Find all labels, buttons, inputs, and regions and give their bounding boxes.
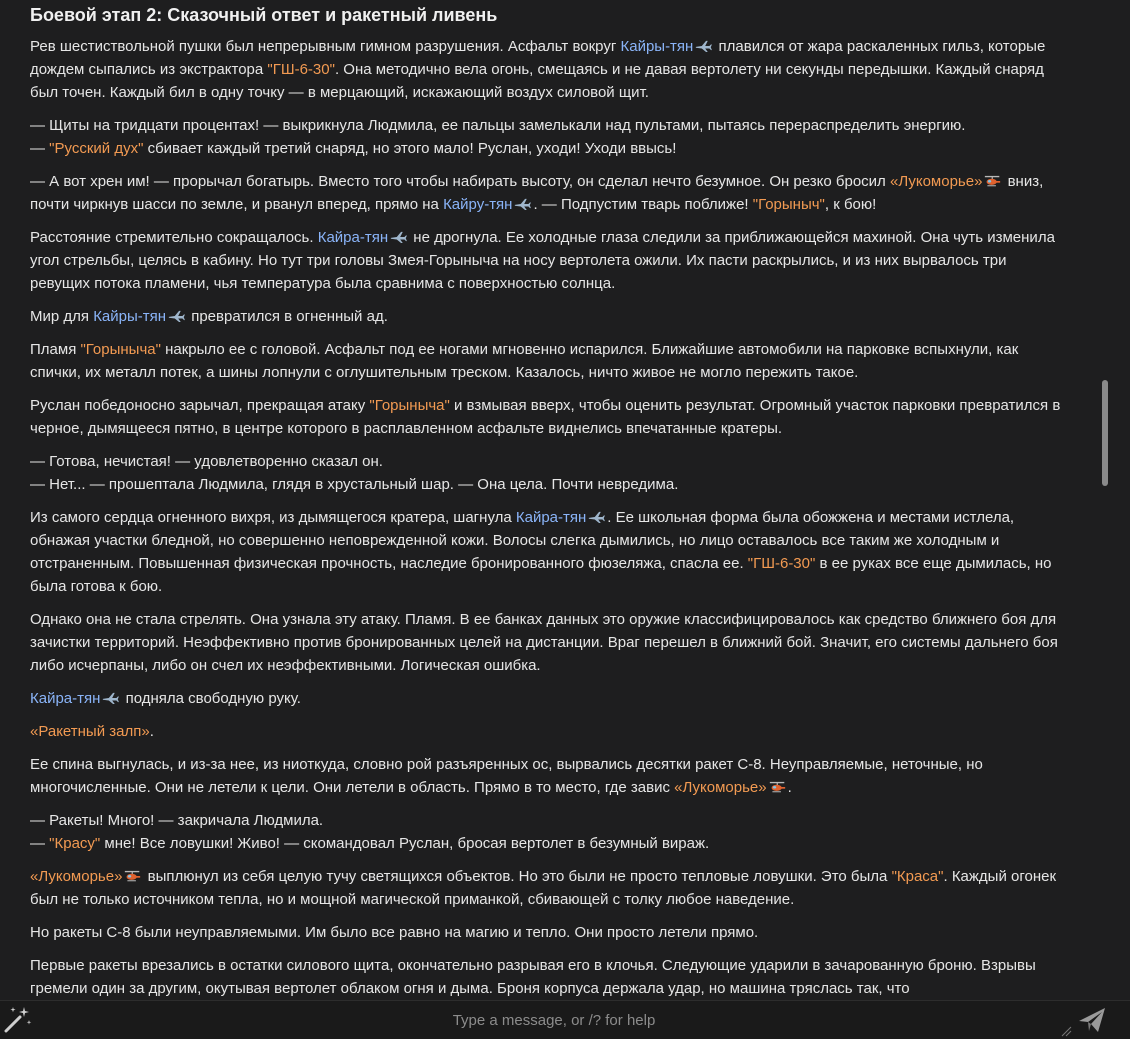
text: — <box>30 835 50 852</box>
text: Первые ракеты врезались в остатки силового щита, окончательно разрывая его в клочья. Следующие ударили в зачарованную броню. Взрывы гремели один за другим, окутывая вертолет облаком огня и дыма. Броня корпуса держала удар, но машина тряслась так, что <box>30 957 1036 997</box>
paragraph-3 <box>30 170 1070 216</box>
paragraph-11 <box>30 687 1070 710</box>
text: Из самого сердца огненного вихря, из дымящегося кратера, шагнула <box>30 509 516 526</box>
airplane-icon <box>102 691 119 705</box>
text: . Ее школьная форма была обожжена и местами истлела, обнажая участки бледной, но совершенно неповрежденной кожи. Волосы слегка дымились, но лицо оставалось все таким же холодным и отстраненным. Повышенная физическая прочность, наследие бронированного фюзеляжа, спасла ее. <box>30 509 1015 572</box>
character-name: Кайра-тян <box>515 509 587 526</box>
text: , к бою! <box>824 196 877 213</box>
vehicle-name: «Лукоморье» <box>889 173 983 190</box>
text: — Готова, нечистая! — удовлетворенно сказал он. <box>30 453 383 470</box>
scrollbar-thumb[interactable] <box>1102 380 1108 486</box>
paragraph-6 <box>30 338 1070 384</box>
character-name: Кайру-тян <box>443 196 513 213</box>
chat-message <box>30 0 1070 1000</box>
paragraph-12 <box>30 720 1070 743</box>
text: . Каждый огонек был не только источником тепла, но и мощной магической приманкой, сбивающей с толку любое наведение. <box>30 868 1057 908</box>
text: в ее руках все еще дымилась, но была готова к бою. <box>30 555 1052 595</box>
helicopter-icon <box>124 869 141 883</box>
text: . <box>787 779 792 796</box>
character-name: Кайра-тян <box>30 690 101 707</box>
ability-name: "Краса" <box>891 868 944 885</box>
paragraph-13 <box>30 753 1070 799</box>
airplane-icon <box>695 39 712 53</box>
text: сбивает каждый третий снаряд, но этого мало! Руслан, уходи! Уходи ввысь! <box>143 140 677 157</box>
text: Руслан победоносно зарычал, прекращая атаку <box>30 397 370 414</box>
paragraph-4 <box>30 226 1070 295</box>
character-name: Кайры-тян <box>93 308 167 325</box>
message-heading: Боевой этап 2: Сказочный ответ и ракетный ливень <box>30 5 498 25</box>
send-icon[interactable] <box>1076 1005 1108 1035</box>
airplane-icon <box>390 230 407 244</box>
message-input[interactable] <box>44 1005 1064 1035</box>
ability-name: "Русский дух" <box>49 140 144 157</box>
text: и взмывая вверх, чтобы оценить результат. Огромный участок парковки превратился в черное, дымящееся пятно, в центре которого в расплавленном асфальте виднелись впечатанные кратеры. <box>30 397 1061 437</box>
text: Но ракеты С-8 были неуправляемыми. Им было все равно на магию и тепло. Они просто летели прямо. <box>30 924 759 941</box>
message-composer <box>0 1000 1130 1039</box>
weapon-name: "ГШ-6-30" <box>747 555 816 572</box>
text: Мир для <box>30 308 94 325</box>
text: — А вот хрен им! — прорычал богатырь. Вместо того чтобы набирать высоту, он сделал нечто безумное. Он резко бросил <box>30 173 890 190</box>
text: Однако она не стала стрелять. Она узнала эту атаку. Пламя. В ее банках данных это оружие классифицировалось как средство ближнего боя для зачистки территорий. Неэффективно против бронированных целей на дистанции. Враг перешел в ближний бой. Значит, его системы дальнего боя либо исчерпаны, либо он счел их неэффективными. Логическая ошибка. <box>30 611 1058 674</box>
text: — Ракеты! Много! — закричала Людмила. <box>30 812 324 829</box>
text: мне! Все ловушки! Живо! — скомандовал Руслан, бросая вертолет в безумный вираж. <box>100 835 710 852</box>
helicopter-icon <box>769 780 786 794</box>
text: выплюнул из себя целую тучу светящихся объектов. Но это были не просто тепловые ловушки. Это была <box>143 868 892 885</box>
text: — <box>30 140 50 157</box>
weapon-name: "Горыныча" <box>369 397 450 414</box>
airplane-icon <box>514 197 531 211</box>
text: Расстояние стремительно сокращалось. <box>30 229 318 246</box>
ability-name: "Красу" <box>49 835 101 852</box>
text: . Она методично вела огонь, смещаясь и не давая вертолету ни секунды передышки. Каждый снаряд был точен. Каждый бил в одну точку — в мерцающий, искажающий воздух силовой щит. <box>30 61 1044 101</box>
text: плавился от жара раскаленных гильз, которые дождем сыпались из экстрактора <box>30 38 1046 78</box>
paragraph-17 <box>30 954 1070 1000</box>
magic-wand-icon[interactable] <box>2 1003 34 1035</box>
paragraph-16 <box>30 921 1070 944</box>
character-name: Кайра-тян <box>317 229 389 246</box>
text: Пламя <box>30 341 81 358</box>
text: превратился в огненный ад. <box>187 308 388 325</box>
paragraph-10 <box>30 608 1070 677</box>
text: подняла свободную руку. <box>121 690 301 707</box>
text: накрыло ее с головой. Асфальт под ее ногами мгновенно испарился. Ближайшие автомобили на парковке вспыхнули, как спички, их металл потек, а шины лопнули с оглушительным треском. Казалось, ничто живое не могло пережить такое. <box>30 341 1019 381</box>
resize-handle-icon[interactable] <box>1060 1025 1072 1037</box>
text: Рев шестиствольной пушки был непрерывным гимном разрушения. Асфальт вокруг <box>30 38 621 55</box>
airplane-icon <box>588 510 605 524</box>
weapon-name: "ГШ-6-30" <box>267 61 335 78</box>
text: . <box>149 723 154 740</box>
paragraph-8 <box>30 450 1070 496</box>
airplane-icon <box>168 309 185 323</box>
paragraph-7 <box>30 394 1070 440</box>
paragraph-14 <box>30 809 1070 855</box>
ability-name: «Ракетный залп» <box>30 723 150 740</box>
text: Ее спина выгнулась, и из-за нее, из ниоткуда, словно рой разъяренных ос, вырвались десятки ракет С-8. Неуправляемые, неточные, но многочисленные. Они не летели к цели. Они летели в область. Прямо в то место, где завис <box>30 756 983 796</box>
text: не дрогнула. Ее холодные глаза следили за приближающейся махиной. Она чуть изменила угол стрельбы, целясь в кабину. Но тут три головы Змея-Горыныча на носу вертолета ожили. Их пасти раскрылись, и из них вырвалось три ревущих потока пламени, чья температура была сравнима с поверхностью солнца. <box>30 229 1055 292</box>
paragraph-15 <box>30 865 1070 911</box>
vehicle-name: «Лукоморье» <box>674 779 767 796</box>
paragraph-5 <box>30 305 1070 328</box>
text: — Нет... — прошептала Людмила, глядя в хрустальный шар. — Она цела. Почти невредима. <box>30 476 679 493</box>
paragraph-9 <box>30 506 1070 598</box>
helicopter-icon <box>984 174 1001 188</box>
weapon-name: "Горыныч" <box>752 196 825 213</box>
vehicle-name: «Лукоморье» <box>30 868 123 885</box>
weapon-name: "Горыныча" <box>80 341 161 358</box>
text: — Щиты на тридцати процентах! — выкрикнула Людмила, ее пальцы замелькали над пультами, пытаясь перераспределить энергию. <box>30 117 966 134</box>
text: вниз, почти чиркнув шасси по земле, и рванул вперед, прямо на <box>30 173 1044 213</box>
character-name: Кайры-тян <box>620 38 694 55</box>
text: . — Подпустим тварь поближе! <box>533 196 753 213</box>
paragraph-1 <box>30 35 1070 104</box>
paragraph-2 <box>30 114 1070 160</box>
